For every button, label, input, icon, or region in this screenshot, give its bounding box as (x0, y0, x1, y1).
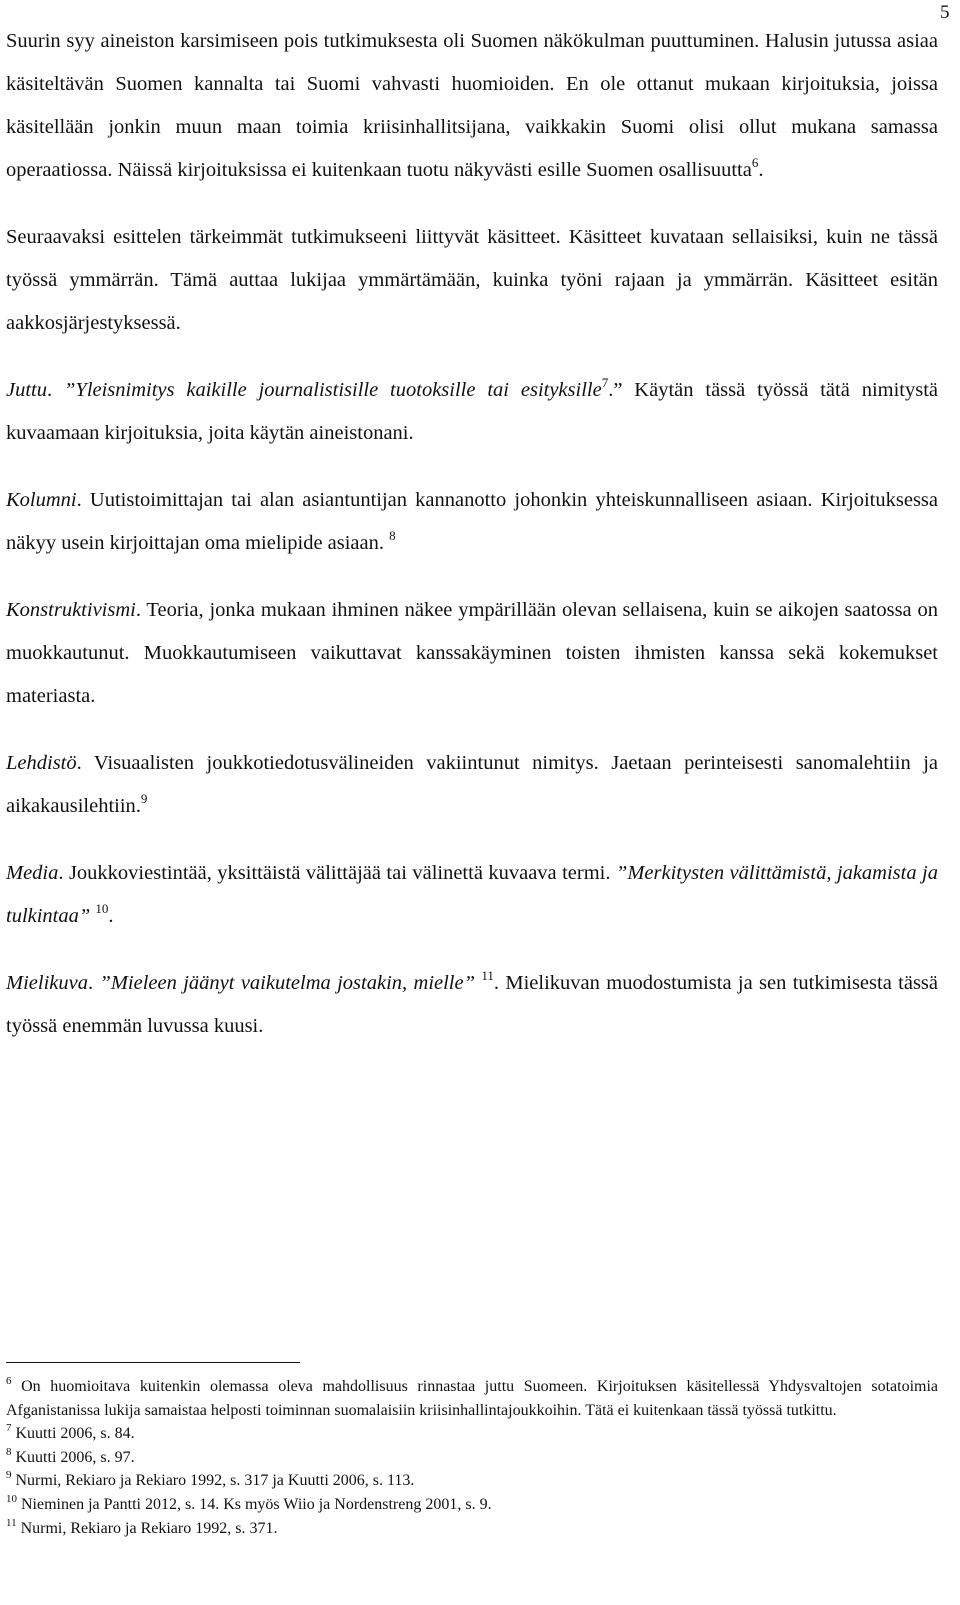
term-mielikuva: Mielikuva (6, 972, 88, 994)
footnotes (6, 1375, 938, 1540)
footnote-number: 7 (6, 1422, 12, 1435)
term-juttu: Juttu (6, 379, 47, 401)
footnote-ref-11: 11 (481, 968, 494, 983)
footnote-ref-10: 10 (95, 901, 109, 916)
paragraph-text: Seuraavaksi esittelen tärkeimmät tutkimukseeni liittyvät käsitteet. Käsitteet kuvataan sellaisiksi, kuin ne tässä työssä ymmärrän. Tämä auttaa lukijaa ymmärtämään, kuinka työni rajaan ja ymmärrän. Käsitteet esitän aakkosjärjestyksessä. (6, 226, 938, 334)
term-media: Media (6, 862, 59, 884)
footnote-divider (6, 1362, 300, 1363)
definition-kolumni (6, 479, 938, 565)
footnote-number: 6 (6, 1375, 12, 1387)
definition-text: .” Käytän tässä työssä tätä nimitystä kuvaamaan kirjoituksia, joita käytän aineistonani. (6, 379, 939, 444)
definition-text: . Teoria, jonka mukaan ihminen näkee ympärillään olevan sellaisena, kuin se aikojen saatossa on muokkautunut. Muokkautumiseen vaikuttavat kanssakäyminen toisten ihmisten kanssa sekä kokemukset materiasta. (6, 599, 938, 707)
footnote-8 (6, 1446, 938, 1470)
definition-text: . Mielikuvan muodostumista ja sen tutkimisesta tässä työssä enemmän luvussa kuusi. (6, 972, 939, 1037)
definition-konstruktivismi (6, 589, 938, 718)
footnote-ref-7: 7 (601, 375, 609, 390)
footnote-number: 10 (6, 1492, 17, 1505)
footnote-ref-6: 6 (751, 155, 759, 170)
footnote-number: 11 (6, 1516, 17, 1529)
footnote-6 (6, 1375, 938, 1422)
footnote-10 (6, 1493, 938, 1517)
footnote-text: On huomioitava kuitenkin olemassa oleva mahdollisuus rinnastaa juttu Suomeen. Kirjoituksen käsitellessä Yhdysvaltojen sotatoimia Afganistanissa lukija samaistaa helposti toiminnan suomalaisiin kriisinhallintajoukkoihin. Tätä ei kuitenkaan tässä työssä tutkittu. (6, 1378, 939, 1419)
term-kolumni: Kolumni (6, 489, 77, 511)
footnote-number: 8 (6, 1445, 12, 1458)
paragraph-text: Suurin syy aineiston karsimiseen pois tutkimuksesta oli Suomen näkökulman puuttuminen. Halusin jutussa asiaa käsiteltävän Suomen kannalta tai Suomi vahvasti huomioiden. En ole ottanut mukaan kirjoituksia, joissa käsitellään jonkin muun maan toimia kriisinhallitsijana, vaikkakin Suomi olisi ollut mukana samassa operaatiossa. Näissä kirjoituksissa ei kuitenkaan tuotu näkyvästi esille Suomen osallisuutta (6, 30, 938, 181)
footnote-7 (6, 1422, 938, 1446)
footnote-text: Kuutti 2006, s. 84. (15, 1425, 135, 1443)
definition-media (6, 852, 938, 938)
footnote-text: Kuutti 2006, s. 97. (15, 1448, 135, 1466)
definition-text: . Uutistoimittajan tai alan asiantuntijan kannanotto johonkin yhteiskunnalliseen asiaan. Kirjoituksessa näkyy usein kirjoittajan oma mielipide asiaan. (6, 489, 938, 554)
footnote-number: 9 (6, 1469, 12, 1482)
paragraph-aineiston-karsinta (6, 20, 938, 192)
footnote-text: Nurmi, Rekiaro ja Rekiaro 1992, s. 371. (20, 1519, 278, 1537)
footnote-ref-8: 8 (389, 528, 396, 543)
definition-quote: ”Yleisnimitys kaikille journalistisille tuotoksille tai esityksille (64, 379, 602, 401)
paragraph-tail: . (758, 159, 764, 181)
page-number: 5 (940, 2, 950, 23)
term-lehdisto: Lehdistö (6, 752, 77, 774)
footnote-11 (6, 1517, 938, 1541)
body-text (6, 20, 938, 1048)
definition-text: . Visuaalisten joukkotiedotusvälineiden vakiintunut nimitys. Jaetaan perinteisesti sanomalehtiin ja aikakausilehtiin. (6, 752, 938, 817)
definition-separator: . (47, 379, 65, 401)
footnote-text: Nurmi, Rekiaro ja Rekiaro 1992, s. 317 ja Kuutti 2006, s. 113. (15, 1472, 415, 1490)
definition-separator: . (87, 972, 100, 994)
definition-juttu (6, 369, 938, 455)
definition-tail: . (108, 905, 114, 927)
definition-quote: ”Mieleen jäänyt vaikutelma jostakin, mielle” (99, 972, 476, 994)
term-konstruktivismi: Konstruktivismi (6, 599, 136, 621)
footnote-9 (6, 1469, 938, 1493)
definition-quote: ”Merkitysten välittämistä, jakamista ja tulkintaa” (6, 862, 938, 927)
definition-lehdisto (6, 742, 938, 828)
footnote-text: Nieminen ja Pantti 2012, s. 14. Ks myös Wiio ja Nordenstreng 2001, s. 9. (21, 1495, 492, 1513)
definition-text: . Joukkoviestintää, yksittäistä välittäjää tai välinettä kuvaava termi. (58, 862, 616, 884)
paragraph-kasitteet (6, 216, 938, 345)
footnote-ref-9: 9 (140, 791, 148, 806)
definition-mielikuva (6, 962, 938, 1048)
